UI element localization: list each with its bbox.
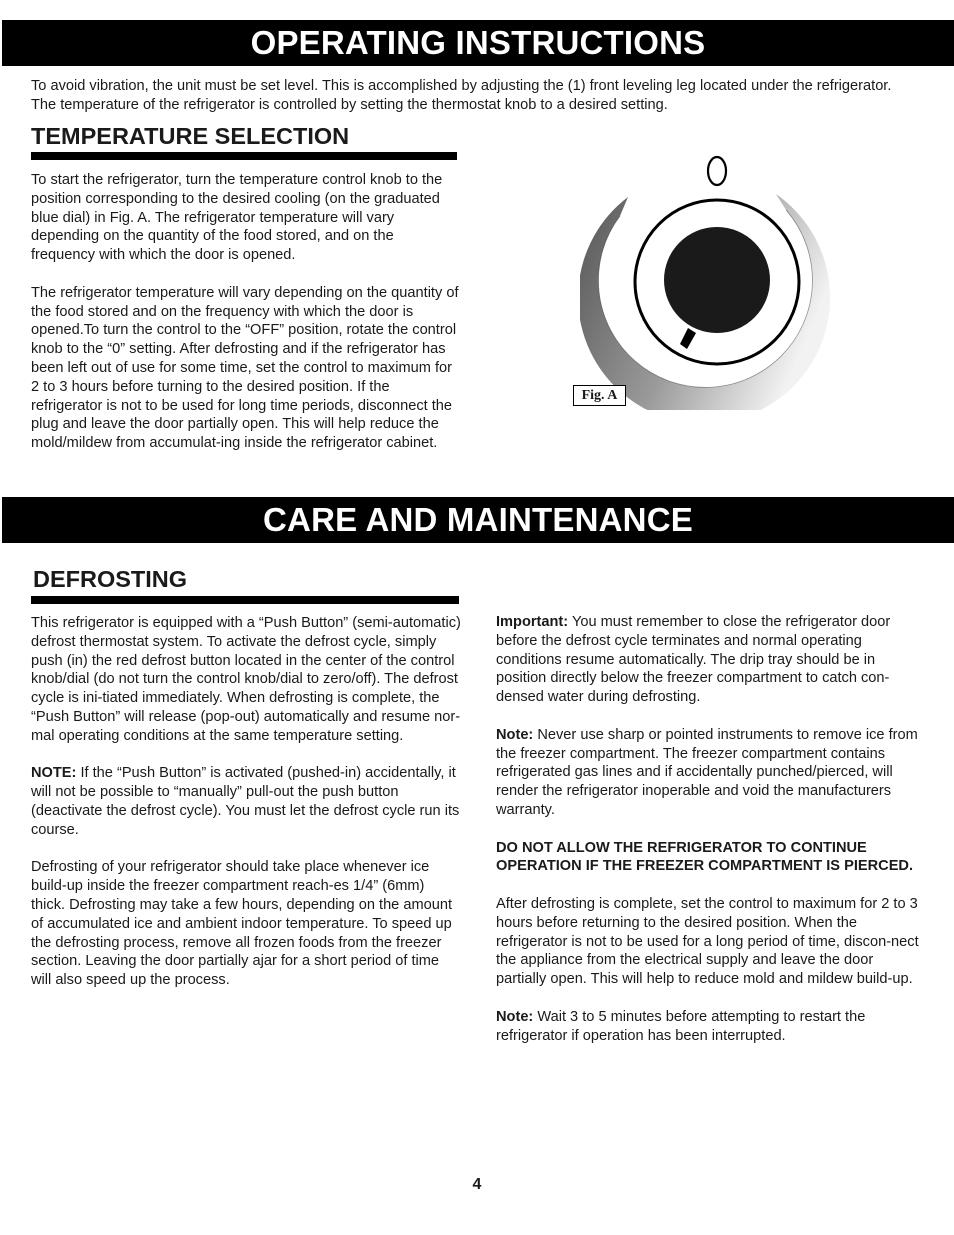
defrosting-paragraph-1: This refrigerator is equipped with a “Push Button” (semi-automatic) defrost thermostat system. To activate the defrost cycle, simply push (in) the red defrost button located in the center of the control knob/dial (do not turn the control knob/dial to zero/off). The defrost cycle is ini-tiated immediately. When defrosting is complete, the “Push Button” will release (pop-out) automatically and resume nor-mal operating conditions at the same temperature setting.: [31, 615, 461, 744]
important-paragraph: [496, 613, 926, 707]
important-label: Important:: [496, 614, 569, 630]
defrosting-heading: DEFROSTING: [33, 566, 188, 592]
operating-intro-text: To avoid vibration, the unit must be set level. This is accomplished by adjusting the (1) front leveling leg located under the refrigerator. The temperature of the refrigerator is controlled by setting the thermostat knob to a desired setting.: [31, 78, 892, 113]
temperature-paragraph-2: The refrigerator temperature will vary depending on the quantity of the food stored and on the frequency with which the door is opened.To turn the control to the “OFF” position, rotate the control knob to the “0” setting. After defrosting and if the refrigerator has been left out of use for some time, set the control to maximum for 2 to 3 hours before turning to the desired position. If the refrigerator is not to be used for long time periods, disconnect the plug and leave the door partially open. This will help reduce the mold/mildew from accumulat-ing inside the refrigerator cabinet.: [31, 284, 459, 452]
note-text: Wait 3 to 5 minutes before attempting to restart the refrigerator if operation has been interrupted.: [496, 1008, 866, 1044]
care-maintenance-banner: [2, 497, 954, 543]
note-text: If the “Push Button” is activated (pushed-in) accidentally, it will not be possible to “manually” pull-out the push button (deactivate the defrost cycle). You must let the defrost cycle run its course.: [31, 765, 460, 838]
temperature-paragraph-1: To start the refrigerator, turn the temperature control knob to the position corresponding to the desired cooling (on the graduated blue dial) in Fig. A. The refrigerator temperature will vary depending on the quantity of the food stored, and on the frequency with which the door is opened.: [31, 172, 443, 264]
defrosting-right-column: [496, 613, 926, 1045]
temperature-heading-rule: [31, 152, 457, 160]
page-number: 4: [472, 1176, 482, 1193]
restart-note: [496, 1008, 926, 1046]
after-defrosting-paragraph: After defrosting is complete, set the control to maximum for 2 to 3 hours before returning to the desired position. When the refrigerator is not to be used for a long period of time, discon-nect the appliance from the electrical supply and leave the door partially open. This will help to reduce mold and mildew build-up.: [496, 895, 919, 988]
temperature-selection-heading: TEMPERATURE SELECTION: [31, 123, 350, 149]
operating-instructions-title: OPERATING INSTRUCTIONS: [250, 24, 706, 61]
dial-zero-mark-icon: [708, 157, 726, 185]
defrosting-left-column: [31, 614, 461, 990]
sharp-instruments-note: [496, 726, 926, 820]
figure-a-label: Fig. A: [573, 385, 626, 406]
note-label: Note:: [496, 726, 534, 743]
defrosting-paragraph-3: Defrosting of your refrigerator should take place whenever ice build-up inside the freezer compartment reach-es 1/4” (6mm) thick. Defrosting may take a few hours, depending on the amount of accumulated ice and ambient indoor temperature. To speed up the defrosting process, remove all frozen foods from the freezer section. Leaving the door partially ajar for a short period of time will also speed up the process.: [31, 859, 453, 989]
thermostat-dial-figure: [580, 150, 850, 410]
important-text: You must remember to close the refrigerator door before the defrost cycle terminates and normal operating conditions resume automatically. The drip tray should be in position directly below the freezer compartment to catch con-densed water during defrosting.: [496, 614, 891, 706]
defrost-push-button[interactable]: [664, 227, 770, 333]
note-text: Never use sharp or pointed instruments to remove ice from the freezer compartment. The freezer compartment contains refrigerated gas lines and if accidentally punched/pierced, will render the refrigerator inoperable and void the manufacturers warranty.: [496, 726, 918, 818]
defrosting-note-paragraph: [31, 764, 461, 839]
operating-instructions-banner: [2, 20, 954, 66]
pierced-warning: DO NOT ALLOW THE REFRIGERATOR TO CONTINUE OPERATION IF THE FREEZER COMPARTMENT IS PIERCED.: [496, 839, 914, 875]
note-label: NOTE:: [31, 765, 77, 782]
temperature-text: [31, 171, 461, 453]
care-maintenance-title: CARE AND MAINTENANCE: [263, 501, 693, 538]
defrosting-heading-rule: [31, 596, 459, 604]
note-label: Note:: [496, 1008, 534, 1025]
